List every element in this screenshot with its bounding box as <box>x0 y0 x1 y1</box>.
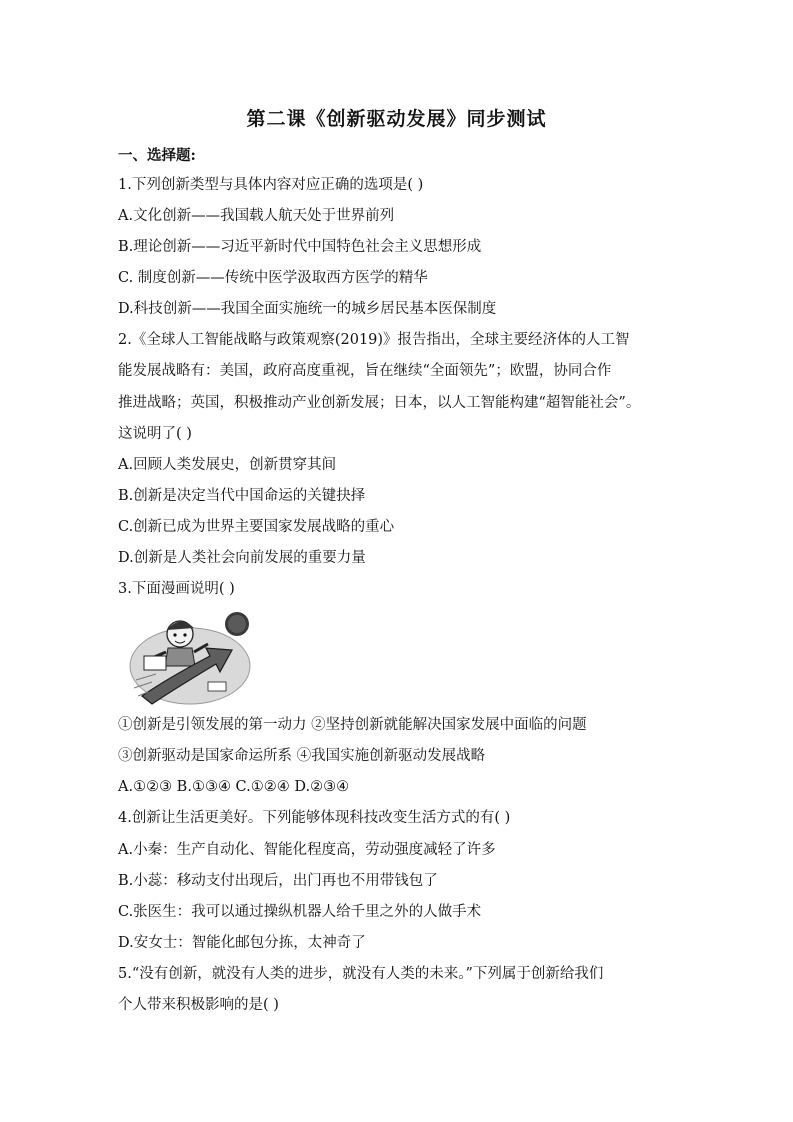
question-2-stem-line: 2.《全球人工智能战略与政策观察(2019)》报告指出，全球主要经济体的人工智 <box>118 332 630 348</box>
question-5-stem-line: 个人带来积极影响的是( ) <box>118 997 279 1013</box>
question-3-statements-3-4: ③创新驱动是国家命运所系 ④我国实施创新驱动发展战略 <box>118 748 486 764</box>
question-1-option-b: B.理论创新——习近平新时代中国特色社会主义思想形成 <box>118 239 482 255</box>
section-heading: 一、选择题: <box>118 147 196 164</box>
question-4-option-b: B.小蕊：移动支付出现后，出门再也不用带钱包了 <box>118 873 438 889</box>
question-3-options: A.①②③ B.①③④ C.①②④ D.②③④ <box>118 779 350 795</box>
question-1-option-c: C. 制度创新——传统中医学汲取西方医学的精华 <box>118 270 428 286</box>
page-title: 第二课《创新驱动发展》同步测试 <box>246 108 547 130</box>
question-5-stem-line: 5.“没有创新，就没有人类的进步，就没有人类的未来。”下列属于创新给我们 <box>118 966 604 982</box>
question-2-stem-line: 这说明了( ) <box>118 426 192 442</box>
cartoon-illustration <box>128 608 268 708</box>
question-1-stem: 1.下列创新类型与具体内容对应正确的选项是( ) <box>118 177 424 193</box>
question-2-option-d: D.创新是人类社会向前发展的重要力量 <box>118 550 366 566</box>
question-2-option-b: B.创新是决定当代中国命运的关键抉择 <box>118 488 366 504</box>
question-3-stem: 3.下面漫画说明( ) <box>118 581 235 597</box>
question-2-option-c: C.创新已成为世界主要国家发展战略的重心 <box>118 519 395 535</box>
question-3-statements-1-2: ①创新是引领发展的第一动力 ②坚持创新就能解决国家发展中面临的问题 <box>118 717 587 733</box>
question-4-option-a: A.小秦：生产自动化、智能化程度高，劳动强度减轻了许多 <box>118 842 496 858</box>
question-4-stem: 4.创新让生活更美好。下列能够体现科技改变生活方式的有( ) <box>118 810 511 826</box>
question-2-option-a: A.回顾人类发展史，创新贯穿其间 <box>118 457 337 473</box>
question-4-option-c: C.张医生：我可以通过操纵机器人给千里之外的人做手术 <box>118 904 482 920</box>
question-2-stem-line: 能发展战略有：美国，政府高度重视，旨在继续“全面领先”；欧盟，协同合作 <box>118 363 612 379</box>
question-2-stem-line: 推进战略；英国，积极推动产业创新发展；日本，以人工智能构建“超智能社会”。 <box>118 395 641 411</box>
question-4-option-d: D.安女士：智能化邮包分拣，太神奇了 <box>118 935 366 951</box>
question-1-option-a: A.文化创新——我国载人航天处于世界前列 <box>118 208 395 224</box>
question-1-option-d: D.科技创新——我国全面实施统一的城乡居民基本医保制度 <box>118 301 497 317</box>
